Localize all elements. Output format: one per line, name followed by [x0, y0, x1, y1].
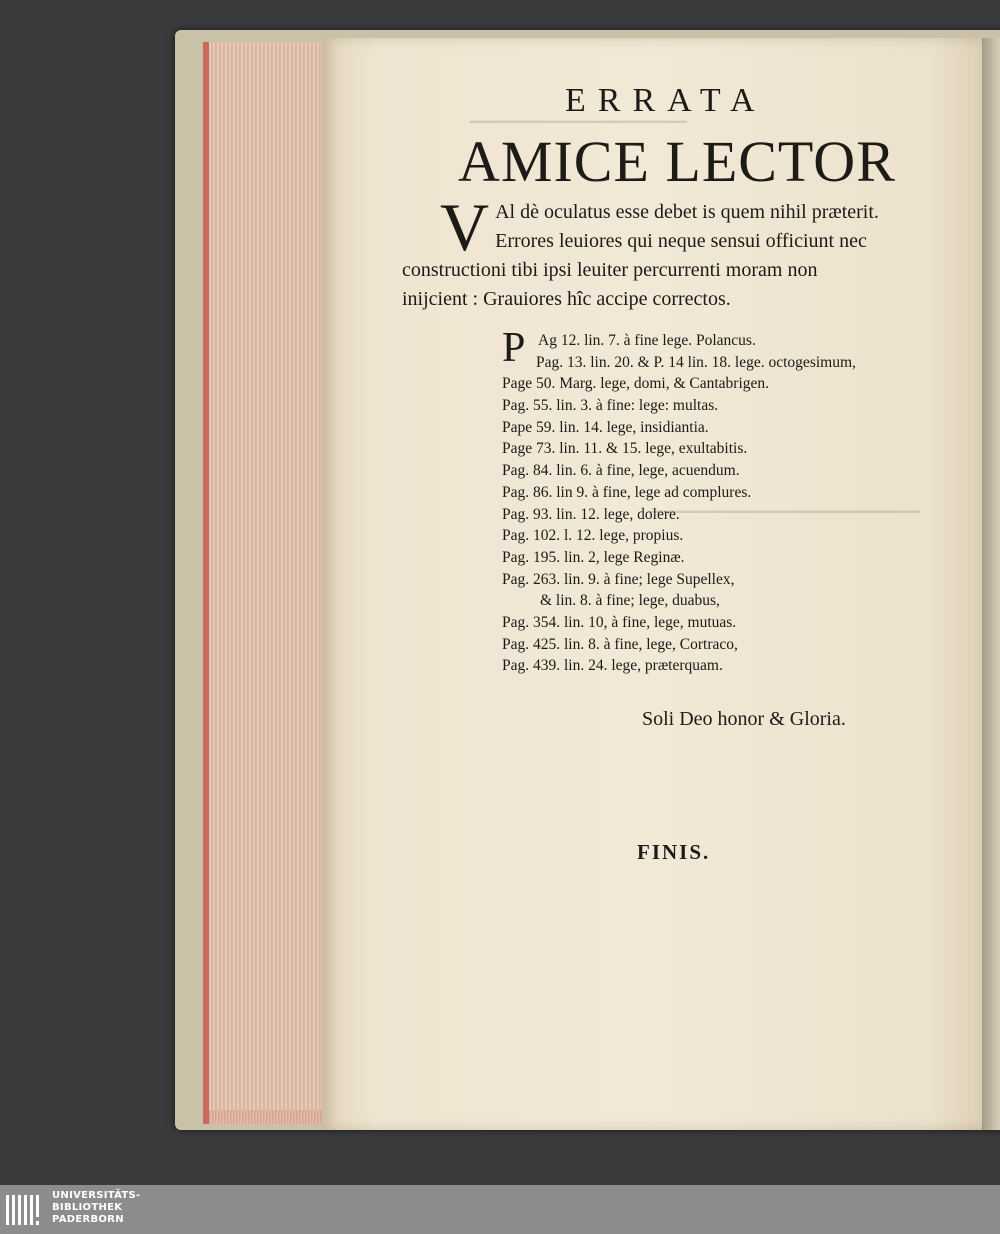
intro-line: inijcient : Grauiores hîc accipe correctos.	[402, 288, 731, 310]
show-through-line: ━━━━━━━━━━━━━━━━━━━━━━━━━━━━━━	[649, 503, 920, 521]
errata-heading: ERRATA	[565, 82, 767, 119]
library-name-line: BIBLIOTHEK	[52, 1202, 123, 1213]
facing-page-edge	[982, 38, 1000, 1130]
intro-dropcap: V	[440, 189, 490, 265]
errata-entry: Pag. 93. lin. 12. lege, dolere.	[502, 505, 680, 523]
errata-entry: Pape 59. lin. 14. lege, insidiantia.	[502, 418, 709, 436]
errata-dropcap: P	[502, 325, 526, 371]
library-footer	[0, 1185, 1000, 1234]
errata-entry: Pag. 86. lin 9. à fine, lege ad complures.	[502, 483, 752, 501]
errata-entry: Pag. 13. lin. 20. & P. 14 lin. 18. lege. octogesimum,	[536, 353, 856, 371]
errata-entry: Pag. 102. l. 12. lege, propius.	[502, 527, 684, 545]
errata-list	[502, 325, 856, 677]
page-edges	[203, 42, 325, 1124]
intro-line: Al dè oculatus esse debet is quem nihil præterit.	[495, 201, 879, 223]
intro-line: constructioni tibi ipsi leuiter percurrenti moram non	[402, 259, 818, 281]
intro-paragraph	[402, 189, 940, 314]
library-name-line: UNIVERSITÄTS-	[52, 1190, 141, 1201]
library-name	[52, 1190, 141, 1226]
errata-entry: Pag. 354. lin. 10, à fine, lege, mutuas.	[502, 613, 737, 631]
library-name-line: PADERBORN	[52, 1214, 124, 1225]
closing-line: Soli Deo honor & Gloria.	[642, 708, 846, 730]
errata-entry: Pag. 425. lin. 8. à fine, lege, Cortraco,	[502, 635, 738, 653]
errata-entry: Pag. 263. lin. 9. à fine; lege Supellex,	[502, 570, 735, 588]
library-logo-icon	[4, 1189, 46, 1229]
errata-entry: Pag. 439. lin. 24. lege, præterquam.	[502, 657, 723, 675]
intro-line: Errores leuiores qui neque sensui officiunt nec	[495, 230, 867, 252]
errata-entry: Page 50. Marg. lege, domi, & Cantabrigen.	[502, 375, 770, 393]
errata-entry: Pag. 55. lin. 3. à fine: lege: multas.	[502, 397, 719, 415]
errata-entry: Ag 12. lin. 7. à fine lege. Polancus.	[538, 332, 756, 349]
finis-label: FINIS.	[637, 840, 711, 864]
amice-lector-heading: AMICE LECTOR	[458, 129, 896, 194]
errata-entry: & lin. 8. à fine; lege, duabus,	[540, 592, 720, 610]
show-through-line: ━━━━━━━━━━━━━━━━━━━━━━━━	[470, 113, 687, 131]
errata-entry: Page 73. lin. 11. & 15. lege, exultabitis.	[502, 440, 748, 458]
errata-entry: Pag. 195. lin. 2, lege Reginæ.	[502, 548, 685, 566]
errata-entry: Pag. 84. lin. 6. à fine, lege, acuendum.	[502, 462, 740, 480]
